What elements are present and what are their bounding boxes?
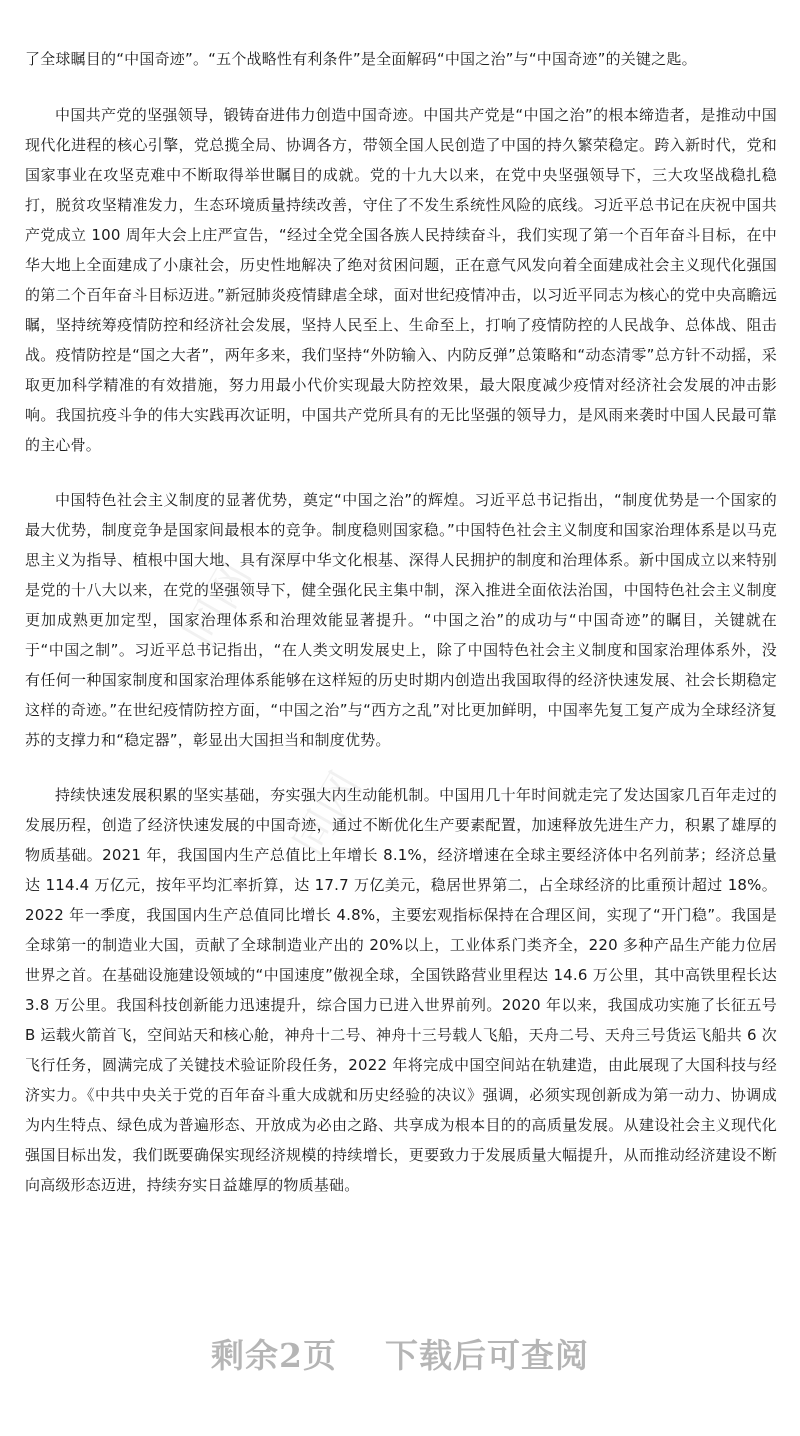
paragraph-intro: 了全球瞩目的“中国奇迹”。“五个战略性有利条件”是全面解码“中国之治”与“中国奇迹”的关键之匙。 <box>25 50 697 68</box>
download-to-view-label: 下载后可查阅 <box>384 1336 589 1375</box>
paragraph-party-leadership: 中国共产党的坚强领导，锻铸奋进伟力创造中国奇迹。中国共产党是“中国之治”的根本缔造者，是推动中国现代化进程的核心引擎，党总揽全局、协调各方，带领全国人民创造了中国的持久繁荣稳定。跨入新时代，党和国家事业在攻坚克难中不断取得举世瞩目的成就。党的十九大以来，在党中央坚强领导下，三大攻坚战稳扎稳打，脱贫攻坚精准发力，生态环境质量持续改善，守住了不发生系统性风险的底线。习近平总书记在庆祝中国共产党成立 100 周年大会上庄严宣告，“经过全党全国各族人民持续奋斗，我们实现了第一个百年奋斗目标，在中华大地上全面建成了小康社会，历史性地解决了绝对贫困问题，正在意气风发向着全面建成社会主义现代化强国的第二个百年奋斗目标迈进。”新冠肺炎疫情肆虐全球，面对世纪疫情冲击，以习近平同志为核心的党中央高瞻远瞩，坚持统筹疫情防控和经济社会发展，坚持人民至上、生命至上，打响了疫情防控的人民战争、总体战、阻击战。疫情防控是“国之大者”，两年多来，我们坚持“外防输入、内防反弹”总策略和“动态清零”总方针不动摇，采取更加科学精准的有效措施，努力用最小代价实现最大防控效果，最大限度减少疫情对经济社会发展的冲击影响。我国抗疫斗争的伟大实践再次证明，中国共产党所具有的无比坚强的领导力，是风雨来袭时中国人民最可靠的主心骨。 <box>25 106 777 454</box>
watermark-text: 同网 <box>283 763 372 866</box>
paragraph-system-advantage: 中国特色社会主义制度的显著优势，奠定“中国之治”的辉煌。习近平总书记指出，“制度优势是一个国家的最大优势，制度竞争是国家间最根本的竞争。制度稳则国家稳。”中国特色社会主义制度和国家治理体系是以马克思主义为指导、植根中国大地、具有深厚中华文化根基、深得人民拥护的制度和治理体系。新中国成立以来特别是党的十八大以来，在党的坚强领导下，健全强化民主集中制，深入推进全面依法治国，中国特色社会主义制度更加成熟更加定型，国家治理体系和治理效能显著提升。“中国之治”的成功与“中国奇迹”的瞩目，关键就在于“中国之制”。习近平总书记指出，“在人类文明发展史上，除了中国特色社会主义制度和国家治理体系外，没有任何一种国家制度和国家治理体系能够在这样短的历史时期内创造出我国取得的经济快速发展、社会长期稳定这样的奇迹。”在世纪疫情防控方面，“中国之治”与“西方之乱”对比更加鲜明，中国率先复工复产成为全球经济复苏的支撑力和“稳定器”，彰显出大国担当和制度优势。 <box>25 491 777 749</box>
document-body <box>25 44 777 1225</box>
paragraph-development-foundation: 持续快速发展积累的坚实基础，夯实强大内生动能机制。中国用几十年时间就走完了发达国家几百年走过的发展历程，创造了经济快速发展的中国奇迹，通过不断优化生产要素配置，加速释放先进生产力，积累了雄厚的物质基础。2021 年，我国国内生产总值比上年增长 8.1%，经济增速在全球主要经济体中名列前茅；经济总量达 114.4 万亿元，按年平均汇率折算，达 17.7 万亿美元，稳居世界第二，占全球经济的比重预计超过 18%。2022 年一季度，我国国内生产总值同比增长 4.8%，主要宏观指标保持在合理区间，实现了“开门稳”。我国是全球第一的制造业大国，贡献了全球制造业产出的 20%以上，工业体系门类齐全，220 多种产品生产能力位居世界之首。在基础设施建设领域的“中国速度”傲视全球，全国铁路营业里程达 14.6 万公里，其中高铁里程长达 3.8 万公里。我国科技创新能力迅速提升，综合国力已进入世界前列。2020 年以来，我国成功实施了长征五号 B 运载火箭首飞，空间站天和核心舱，神舟十二号、神舟十三号载人飞船，天舟二号、天舟三号货运飞船共 6 次飞行任务，圆满完成了关键技术验证阶段任务，2022 年将完成中国空间站在轨建造，由此展现了大国科技与经济实力。《中共中央关于党的百年奋斗重大成就和历史经验的决议》强调，必须实现创新成为第一动力、协调成为内生特点、绿色成为普遍形态、开放成为必由之路、共享成为根本目的的高质量发展。从建设社会主义现代化强国目标出发，我们既要确保实现经济规模的持续增长，更要致力于发展质量大幅提升，从而推动经济建设不断向高级形态迈进，持续夯实日益雄厚的物质基础。 <box>25 786 777 1194</box>
watermark-text: 同网 <box>173 553 262 656</box>
remaining-pages-label: 剩余2页 <box>211 1336 337 1375</box>
download-banner[interactable] <box>0 1330 800 1377</box>
